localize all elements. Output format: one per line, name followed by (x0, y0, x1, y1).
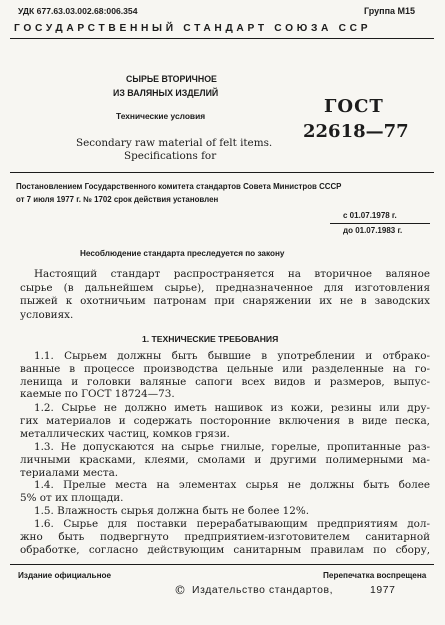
clause-1-2 (20, 402, 430, 440)
title-rule (10, 172, 434, 173)
clause-line: 1.2. Сырье не должно иметь нашивок из кожи, резины или дру- (34, 402, 430, 414)
gost-label: ГОСТ (324, 96, 384, 117)
clause-line: 1.4. Прелые места на элементах сырья не должны быть более (34, 479, 430, 491)
clause-1-3 (20, 441, 430, 479)
intro-line: сырье (в дальнейшем сырье), предназначенное для изготовления (20, 281, 430, 294)
reprint-notice: Перепечатка воспрещена (323, 571, 427, 580)
clause-1-1 (20, 350, 430, 401)
intro-line: Настоящий стандарт распространяется на вторичное валяное (34, 268, 430, 280)
publisher: Издательство стандартов, (192, 585, 334, 596)
copyright-symbol: © (174, 583, 186, 597)
intro-line: условиях. (20, 308, 74, 321)
document-title-line1: СЫРЬЕ ВТОРИЧНОЕ (126, 74, 217, 84)
decree-line1: Постановлением Государственного комитета стандартов Совета Министров СССР (16, 182, 342, 191)
publication-year: 1977 (370, 585, 396, 596)
document-subtitle: Технические условия (116, 111, 206, 121)
validity-from: с 01.07.1978 г. (343, 211, 397, 220)
decree-line2: от 7 июля 1977 г. № 1702 срок действия установлен (16, 195, 219, 204)
clause-line: обработке, согласно действующим санитарным правилам по сбору, (20, 543, 430, 556)
group-code: Группа М15 (364, 6, 416, 16)
intro-paragraph (20, 268, 430, 322)
standard-banner: ГОСУДАРСТВЕННЫЙ СТАНДАРТ СОЮЗА ССР (14, 23, 372, 34)
clause-line: жно быть подвергнуто предприятием-изготовителем санитарной (20, 530, 430, 543)
english-title-line1: Secondary raw material of felt items. (76, 137, 273, 149)
footer-rule (10, 564, 434, 565)
header-rule (10, 38, 434, 39)
clause-line: ванные в процессе производства цельные или разделенные на го- (20, 362, 430, 375)
validity-divider (330, 223, 430, 224)
intro-line: пыжей к охотничьим патронам при снаряжении их не в заводских (20, 295, 430, 308)
clause-line: 1.6. Сырье для поставки перерабатывающим предприятиям дол- (34, 518, 430, 530)
english-title-line2: Specifications for (124, 150, 217, 162)
udk-code: УДК 677.63.03.002.68:006.354 (18, 6, 138, 16)
official-edition: Издание официальное (18, 571, 112, 580)
clause-1-5 (20, 505, 430, 518)
clause-line: 5% от их площади. (20, 491, 124, 504)
gost-number: 22618—77 (303, 121, 409, 142)
clause-line: 1.1. Сырьем должны быть бывшие в употреблении и отбрако- (34, 350, 430, 362)
clause-line: 1.5. Влажность сырья должна быть не более 12%. (34, 505, 310, 517)
clause-1-6 (20, 518, 430, 556)
clause-1-4 (20, 479, 430, 505)
clause-line: ленища и головки валяные сапоги всех видов и размеров, выпус- (20, 375, 430, 388)
section-heading: 1. ТЕХНИЧЕСКИЕ ТРЕБОВАНИЯ (142, 334, 279, 344)
clause-line: гих материалов и содержать посторонние включения в виде песка, (20, 414, 430, 427)
clause-line: 1.3. Не допускаются на сырье гнилые, горелые, пропитанные раз- (34, 441, 430, 453)
validity-to: до 01.07.1983 г. (343, 226, 403, 235)
clause-line: каемые по ГОСТ 18724—73. (20, 388, 175, 401)
clause-line: териалами места. (20, 466, 119, 479)
clause-line: металлических частиц, комков грязи. (20, 427, 230, 440)
document-title-line2: ИЗ ВАЛЯНЫХ ИЗДЕЛИЙ (113, 88, 219, 98)
legal-notice: Несоблюдение стандарта преследуется по закону (80, 249, 285, 258)
clause-line: личными красками, клеями, смолами и другими полимерными ма- (20, 453, 430, 466)
